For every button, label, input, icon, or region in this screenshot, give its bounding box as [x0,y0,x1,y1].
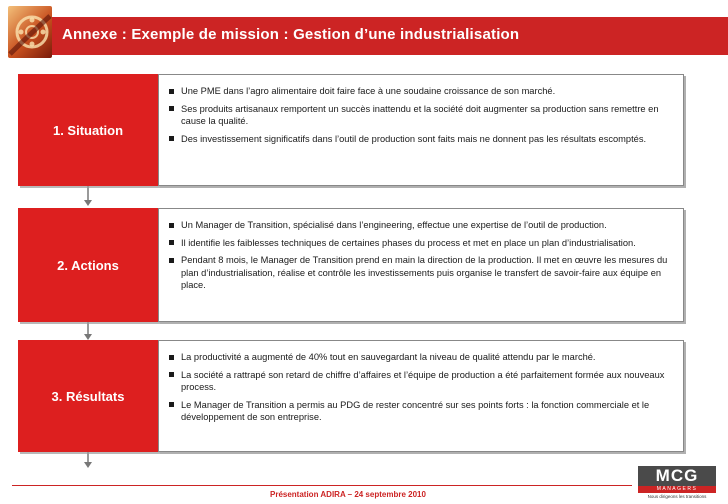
list-item: Pendant 8 mois, le Manager de Transition prend en main la direction de la production. Il met en œuvre les mesures du plan d’industrialisation, réalise et contrôle les investissements puis organise le transfert de savoir-faire aux équipe en place. [169,254,671,292]
section-label-text: 3. Résultats [51,388,125,404]
section-label-situation [18,74,158,186]
brand-tagline: Nous dirigeons les transitions [647,494,707,499]
film-reel-icon [8,6,52,58]
arrow-down-icon [84,462,92,468]
list-item: Ses produits artisanaux remportent un succès inattendu et la société doit augmenter sa production sans remettre en cause la qualité. [169,103,671,128]
arrow-down-icon [84,200,92,206]
slide-header [0,0,728,64]
list-item: Un Manager de Transition, spécialisé dans l’engineering, effectue une expertise de l’outil de production. [169,219,671,232]
brand-logo [638,466,716,502]
list-item: La productivité a augmenté de 40% tout en sauvegardant la niveau de qualité attendu par le marché. [169,351,671,364]
brand-logo-main: MCG [638,466,716,486]
list-item: Le Manager de Transition a permis au PDG de rester concentré sur ses points forts : la fonction commerciale et le développement de son entreprise. [169,399,671,424]
bullet-list [169,85,671,145]
section-content-actions [158,208,684,322]
title-bar [52,17,728,55]
footer-divider [12,485,632,486]
page-title: Annexe : Exemple de mission : Gestion d’une industrialisation [62,26,520,43]
list-item: La société a rattrapé son retard de chiffre d’affaires et l’équipe de production a été parfaitement formée aux nouveaux process. [169,369,671,394]
section-label-text: 2. Actions [57,257,119,273]
list-item: Une PME dans l’agro alimentaire doit faire face à une soudaine croissance de son marché. [169,85,671,98]
section-label-resultats [18,340,158,452]
bullet-list [169,351,671,424]
brand-logo-sub: MANAGERS [638,486,716,493]
list-item: Il identifie les faiblesses techniques de certaines phases du process et met en place un plan d’industrialisation. [169,237,671,250]
section-label-text: 1. Situation [52,122,124,138]
section-content-situation [158,74,684,186]
section-label-actions [18,208,158,322]
list-item: Des investissement significatifs dans l’outil de production sont faits mais ne donnent pas les résultats escomptés. [169,133,671,146]
footer-caption: Présentation ADIRA – 24 septembre 2010 [270,490,426,499]
bullet-list [169,219,671,292]
section-content-resultats [158,340,684,452]
